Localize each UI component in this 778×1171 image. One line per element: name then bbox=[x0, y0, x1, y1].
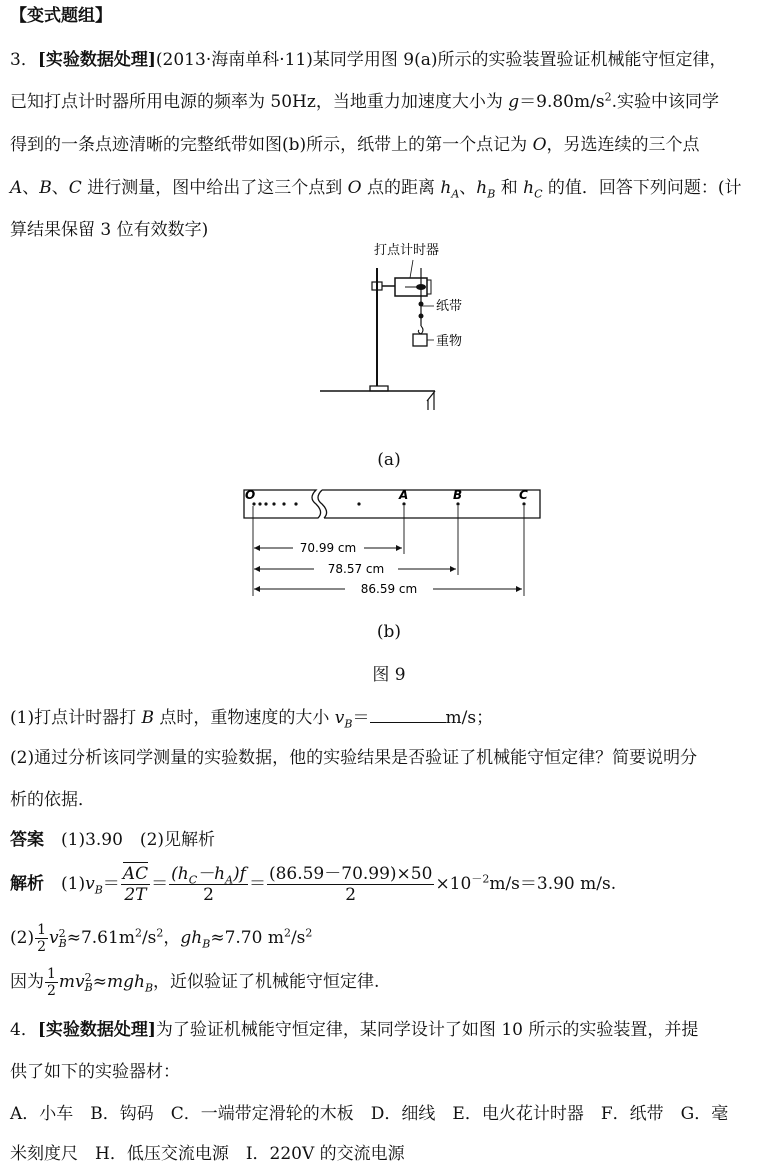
text: ×10 bbox=[435, 874, 472, 894]
var-h: h bbox=[523, 178, 535, 198]
q3-source: (2013·海南单科·11) bbox=[155, 50, 313, 70]
section-title: 【变式题组】 bbox=[10, 6, 112, 26]
text: 点的距离 bbox=[361, 178, 441, 198]
t: B bbox=[144, 981, 154, 995]
q4-line-4: 米刻度尺 H．低压交流电源 I．220V 的交流电源 bbox=[10, 1144, 405, 1164]
text: 点时，重物速度的大小 bbox=[153, 708, 335, 728]
unit: m/s； bbox=[445, 708, 494, 728]
q3-line1-rest: 某同学用图 9(a)所示的实验装置验证机械能守恒定律， bbox=[312, 50, 727, 70]
g-exp: 2 bbox=[604, 90, 612, 104]
sub-B: B bbox=[487, 187, 496, 201]
fraction-half bbox=[35, 922, 48, 955]
frac-den: 2 bbox=[203, 885, 214, 905]
answer-text: (1)3.90 (2)见解析 bbox=[61, 830, 216, 850]
q3-tag: [实验数据处理] bbox=[37, 50, 156, 70]
sep: 、 bbox=[459, 178, 477, 198]
figure-caption: 图 9 bbox=[372, 665, 406, 685]
result: m/s＝3.90 m/s. bbox=[489, 874, 617, 894]
analysis-line-2 bbox=[10, 918, 312, 958]
q3-line2-text: 已知打点计时器所用电源的频率为 50Hz，当地重力加速度大小为 bbox=[10, 92, 509, 112]
var-v: v bbox=[49, 928, 59, 948]
sub-B: B bbox=[344, 717, 353, 731]
analysis-line-3 bbox=[10, 962, 379, 1002]
equals: ＝ bbox=[248, 874, 266, 894]
frac-den: 2T bbox=[124, 885, 147, 905]
q4-line-3: A．小车 B．钩码 C．一端带定滑轮的木板 D．细线 E．电火花计时器 F．纸带 G．毫 bbox=[10, 1104, 729, 1124]
point-B: B bbox=[453, 488, 463, 502]
q4-number: 4． bbox=[10, 1020, 38, 1040]
var-mv: mv bbox=[58, 972, 85, 992]
var-h: h bbox=[440, 178, 452, 198]
t: B bbox=[84, 980, 93, 994]
q3-line-3 bbox=[10, 133, 700, 157]
t: A bbox=[225, 873, 234, 887]
var-h: h bbox=[476, 178, 488, 198]
point-O: O bbox=[245, 488, 256, 502]
dist-C: 86.59 cm bbox=[360, 582, 418, 596]
dist-B: 78.57 cm bbox=[327, 562, 385, 576]
t: 2 bbox=[58, 926, 66, 940]
sep: 、 bbox=[51, 178, 69, 198]
q3-line-4 bbox=[10, 176, 742, 200]
fraction-h bbox=[169, 864, 248, 905]
q3-sub-2-line1: (2)通过分析该同学测量的实验数据，他的实验结果是否验证了机械能守恒定律？简要说明分 bbox=[10, 748, 698, 768]
sub-C: C bbox=[534, 187, 543, 201]
q3-line2-end: .实验中该同学 bbox=[611, 92, 719, 112]
fraction-ac-2t bbox=[121, 864, 150, 905]
point-A: A bbox=[399, 488, 409, 502]
t: (h bbox=[171, 864, 189, 884]
text: (1) bbox=[61, 874, 86, 894]
t: 2 bbox=[283, 926, 291, 940]
var-B: B bbox=[141, 708, 154, 728]
q3-line3-end: ，另选连续的三个点 bbox=[546, 135, 700, 155]
var-O: O bbox=[532, 135, 547, 155]
point-C: C bbox=[519, 488, 528, 502]
var-g: g bbox=[508, 92, 520, 112]
text: 因为 bbox=[10, 972, 44, 992]
var-mgh: mgh bbox=[107, 972, 145, 992]
q3-line-5: 算结果保留 3 位有效数字) bbox=[10, 220, 209, 240]
var-v: v bbox=[85, 874, 95, 894]
dist-A: 70.99 cm bbox=[299, 541, 357, 555]
figure-a-apparatus bbox=[310, 238, 470, 413]
analysis-label: 解析 bbox=[10, 874, 44, 894]
t: 1 bbox=[37, 922, 47, 938]
var-O: O bbox=[347, 178, 362, 198]
var-gh: gh bbox=[180, 928, 203, 948]
var-A: A bbox=[10, 178, 23, 198]
text: ≈7.61m bbox=[66, 928, 135, 948]
answer-line bbox=[10, 828, 215, 852]
text: (2) bbox=[10, 928, 35, 948]
t: 2 bbox=[305, 926, 313, 940]
t: 2 bbox=[84, 970, 92, 984]
text: 和 bbox=[495, 178, 524, 198]
q3-line3-text: 得到的一条点迹清晰的完整纸带如图(b)所示，纸带上的第一个点记为 bbox=[10, 135, 533, 155]
q4-line1-rest: 为了验证机械能守恒定律，某同学设计了如图 10 所示的实验装置，并提 bbox=[155, 1020, 699, 1040]
sub-A: A bbox=[451, 187, 460, 201]
answer-label: 答案 bbox=[10, 830, 44, 850]
var-B: B bbox=[39, 178, 52, 198]
t: B bbox=[58, 936, 67, 950]
figure-b-tape bbox=[238, 482, 548, 600]
t: 1 bbox=[47, 966, 56, 982]
t: ， bbox=[163, 928, 181, 948]
q3-line-1 bbox=[10, 48, 727, 72]
t: )f bbox=[233, 864, 246, 884]
g-value: ＝9.80m/s bbox=[519, 92, 605, 112]
q3-sub-2-line2: 析的依据． bbox=[10, 790, 95, 810]
exp: －2 bbox=[471, 872, 490, 886]
t: ≈ bbox=[92, 972, 107, 992]
frac-num: AC bbox=[122, 864, 149, 884]
t: B bbox=[202, 937, 211, 951]
equals: ＝ bbox=[352, 708, 370, 728]
q3-line-2 bbox=[10, 90, 719, 114]
q3-number: 3． bbox=[10, 50, 38, 70]
q4-line-1 bbox=[10, 1018, 698, 1042]
q3-sub-1 bbox=[10, 704, 493, 730]
t: 2 bbox=[134, 926, 142, 940]
t: 2 bbox=[47, 983, 56, 999]
t: C bbox=[188, 873, 198, 887]
fraction-half bbox=[45, 966, 58, 999]
t: ≈7.70 m bbox=[210, 928, 284, 948]
q4-tag: [实验数据处理] bbox=[37, 1020, 156, 1040]
t: /s bbox=[141, 928, 157, 948]
frac-den: 2 bbox=[345, 885, 357, 905]
t: －h bbox=[197, 864, 226, 884]
sep: 、 bbox=[22, 178, 40, 198]
t: 2 bbox=[37, 939, 47, 955]
caption-b: (b) bbox=[376, 622, 402, 642]
fraction-numeric bbox=[267, 864, 434, 905]
label-tape: 纸带 bbox=[436, 299, 463, 314]
t: 2 bbox=[156, 926, 164, 940]
answer-blank[interactable] bbox=[370, 704, 446, 723]
equals: ＝ bbox=[102, 874, 120, 894]
text: (1)打点计时器打 bbox=[10, 708, 142, 728]
q4-line-2: 供了如下的实验器材： bbox=[10, 1062, 180, 1082]
label-timer: 打点计时器 bbox=[374, 243, 440, 258]
text: 进行测量，图中给出了这三个点到 bbox=[81, 178, 348, 198]
label-weight: 重物 bbox=[436, 334, 463, 349]
weight bbox=[413, 334, 427, 346]
t: ，近似验证了机械能守恒定律. bbox=[153, 972, 380, 992]
equals: ＝ bbox=[151, 874, 169, 894]
var-C: C bbox=[68, 178, 82, 198]
t: /s bbox=[290, 928, 306, 948]
caption-a: (a) bbox=[377, 450, 401, 470]
analysis-line-1 bbox=[10, 858, 616, 910]
sub-B: B bbox=[94, 883, 103, 897]
var-v: v bbox=[334, 708, 345, 728]
text: 的值．回答下列问题：(计 bbox=[542, 178, 742, 198]
frac-num: (86.59－70.99)×50 bbox=[268, 864, 433, 884]
